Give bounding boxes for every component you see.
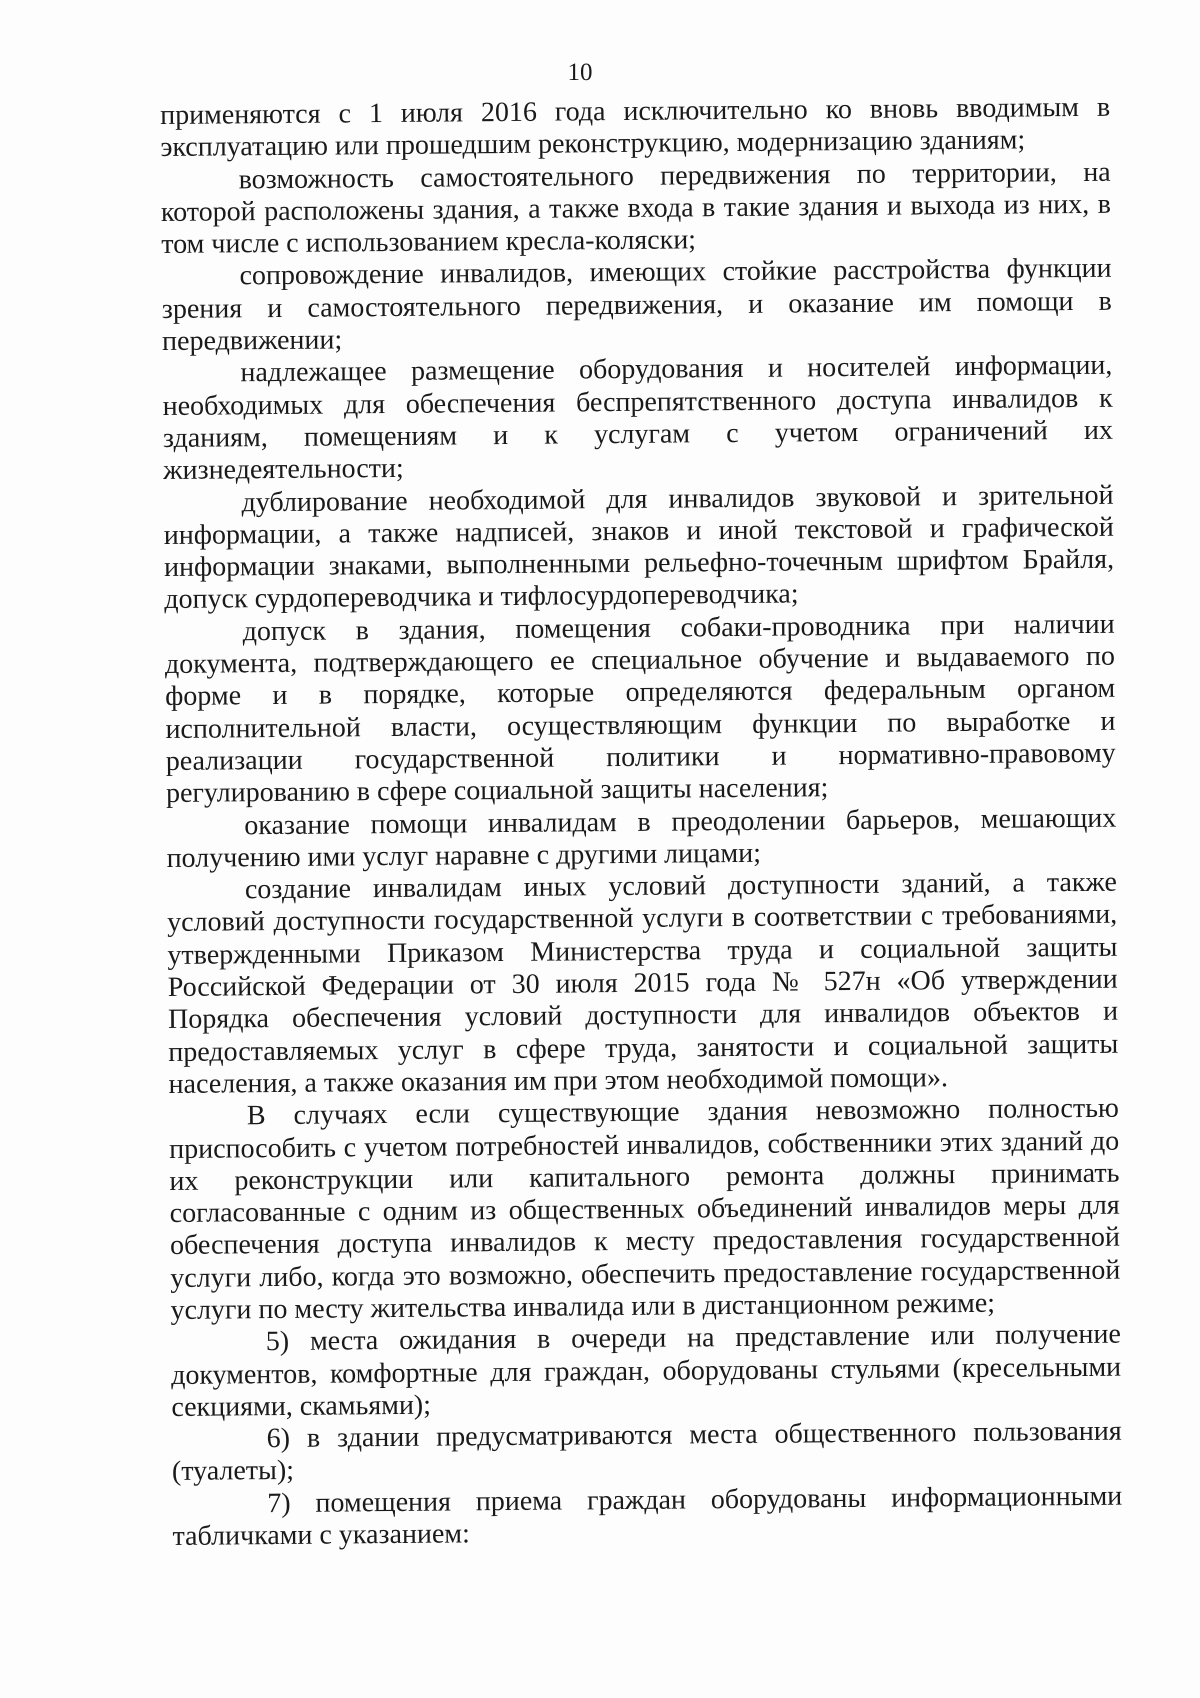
paragraph-item-7-signs: 7) помещения приема граждан оборудованы информационными табличками с указанием:	[172, 1480, 1123, 1553]
paragraph-equipment-placement: надлежащее размещение оборудования и носителей информации, необходимых для обеспечения беспрепятственного доступа инвалидов к зданиям, помещениям и к услугам с учетом ограничений их жизнедеятельности;	[162, 350, 1114, 487]
paragraph-item-6-toilets: 6) в здании предусматриваются места общественного пользования (туалеты);	[171, 1415, 1122, 1488]
document-body	[160, 92, 1123, 1554]
paragraph-guide-dog: допуск в здания, помещения собаки-проводника при наличии документа, подтверждающего ее специальное обучение и выдаваемого по форме и в порядке, которые определяются федеральным органом исполнительной власти, осуществляющим функции по выработке и реализации государственной политики и нормативно-правовому регулированию в сфере социальной защиты населения;	[164, 608, 1116, 810]
paragraph-movement-territory: возможность самостоятельного передвижения по территории, на которой расположены здания, а также входа в такие здания и выхода из них, в том числе с использованием кресла-коляски;	[160, 156, 1112, 261]
paragraph-barrier-help: оказание помощи инвалидам в преодолении барьеров, мешающих получению ими услуг наравне с другими лицами;	[166, 802, 1117, 874]
paragraph-other-conditions: создание инвалидам иных условий доступности зданий, а также условий доступности государственной услуги в соответствии с требованиями, утвержденными Приказом Министерства труда и социальной защиты Российской Федерации от 30 июля 2015 года № 527н «Об утверждении Порядка обеспечения условий доступности для инвалидов объектов и предоставляемых услуг в сфере труда, занятости и социальной защиты населения, а также оказания им при этом необходимой помощи».	[167, 866, 1119, 1100]
paragraph-existing-buildings: В случаях если существующие здания невозможно полностью приспособить с учетом потребностей инвалидов, собственники этих зданий до их реконструкции или капитального ремонта должны принимать согласованные с одним из общественных объединений инвалидов меры для обеспечения доступа инвалидов к месту предоставления государственной услуги либо, когда это возможно, обеспечить предоставление государственной услуги по месту жительства инвалида или в дистанционном режиме;	[169, 1092, 1121, 1326]
page-number: 10	[567, 59, 593, 86]
paragraph-item-5-waiting: 5) места ожидания в очереди на представление или получение документов, комфортные для граждан, оборудованы стульями (кресельными секциями, скамьями);	[170, 1318, 1122, 1423]
paragraph-braille-duplication: дублирование необходимой для инвалидов звуковой и зрительной информации, а также надписей, знаков и иной текстовой и графической информации знаками, выполненными рельефно-точечным шрифтом Брайля, допуск сурдопереводчика и тифлосурдопереводчика;	[163, 479, 1115, 616]
paragraph-continuation: применяются с 1 июля 2016 года исключительно ко вновь вводимым в эксплуатацию или прошедшим реконструкцию, модернизацию зданиям;	[160, 91, 1111, 164]
paragraph-escort-disabled: сопровождение инвалидов, имеющих стойкие расстройства функции зрения и самостоятельного передвижения, и оказание им помощи в передвижении;	[161, 253, 1112, 358]
